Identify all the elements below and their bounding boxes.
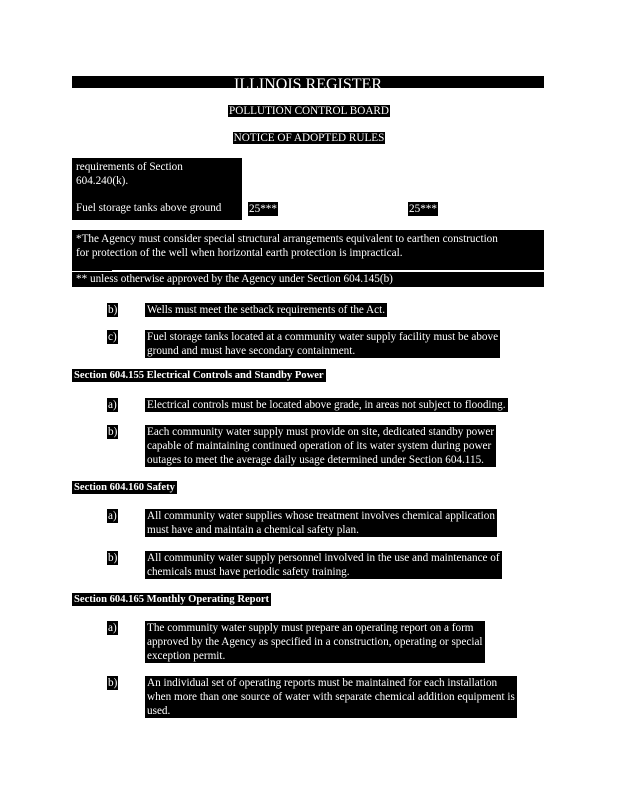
item-letter: b) — [108, 552, 118, 564]
item-letter: b) — [108, 677, 118, 689]
item-letter: a) — [108, 510, 117, 522]
board-heading: POLLUTION CONTROL BOARD — [229, 105, 389, 117]
table-cell-value-2: 25*** — [409, 203, 437, 215]
notice-heading: NOTICE OF ADOPTED RULES — [233, 132, 385, 144]
table-row-label-requirements: requirements of Section 604.240(k). — [72, 158, 242, 198]
item-text: All community water supply personnel involved in the use and maintenance of chemicals must have periodic safety training. — [147, 552, 500, 578]
footnote-divider — [72, 270, 112, 271]
table-row-label-fuel: Fuel storage tanks above ground — [72, 198, 242, 220]
item-text: Each community water supply must provide on site, dedicated standby power capable of maintaining continued operation of its water system during power outages to meet the average daily usage determined under Section 604.115. — [147, 426, 495, 466]
item-letter: c) — [108, 331, 117, 343]
register-banner — [72, 76, 544, 93]
section-heading-604-160: Section 604.160 Safety — [74, 482, 175, 493]
item-letter: a) — [108, 399, 117, 411]
footnote-star: *The Agency must consider special structural arrangements equivalent to earthen construction for protection of the well when horizontal earth protection is impractical. — [72, 230, 544, 270]
section-heading-604-155: Section 604.155 Electrical Controls and Standby Power — [74, 370, 324, 381]
item-text: All community water supplies whose treatment involves chemical application must have and maintain a chemical safety plan. — [147, 510, 495, 536]
footnote-double-star: ** unless otherwise approved by the Agency under Section 604.145(b) — [72, 272, 544, 287]
item-text: An individual set of operating reports must be maintained for each installation when more than one source of water with separate chemical addition equipment is used. — [147, 677, 515, 717]
item-letter: b) — [108, 426, 118, 438]
item-letter: a) — [108, 622, 117, 634]
table-cell-value-1: 25*** — [249, 203, 277, 215]
section-heading-604-165: Section 604.165 Monthly Operating Report — [74, 594, 270, 605]
item-text: Wells must meet the setback requirements of the Act. — [147, 304, 386, 316]
item-letter: b) — [108, 304, 118, 316]
item-text: The community water supply must prepare an operating report on a form approved by the Agency as specified in a construction, operating or special exception permit. — [147, 622, 483, 662]
register-title: ILLINOIS REGISTER — [234, 76, 382, 93]
item-text: Electrical controls must be located above grade, in areas not subject to flooding. — [147, 399, 506, 411]
item-text: Fuel storage tanks located at a community water supply facility must be above ground and must have secondary containment. — [147, 331, 499, 357]
